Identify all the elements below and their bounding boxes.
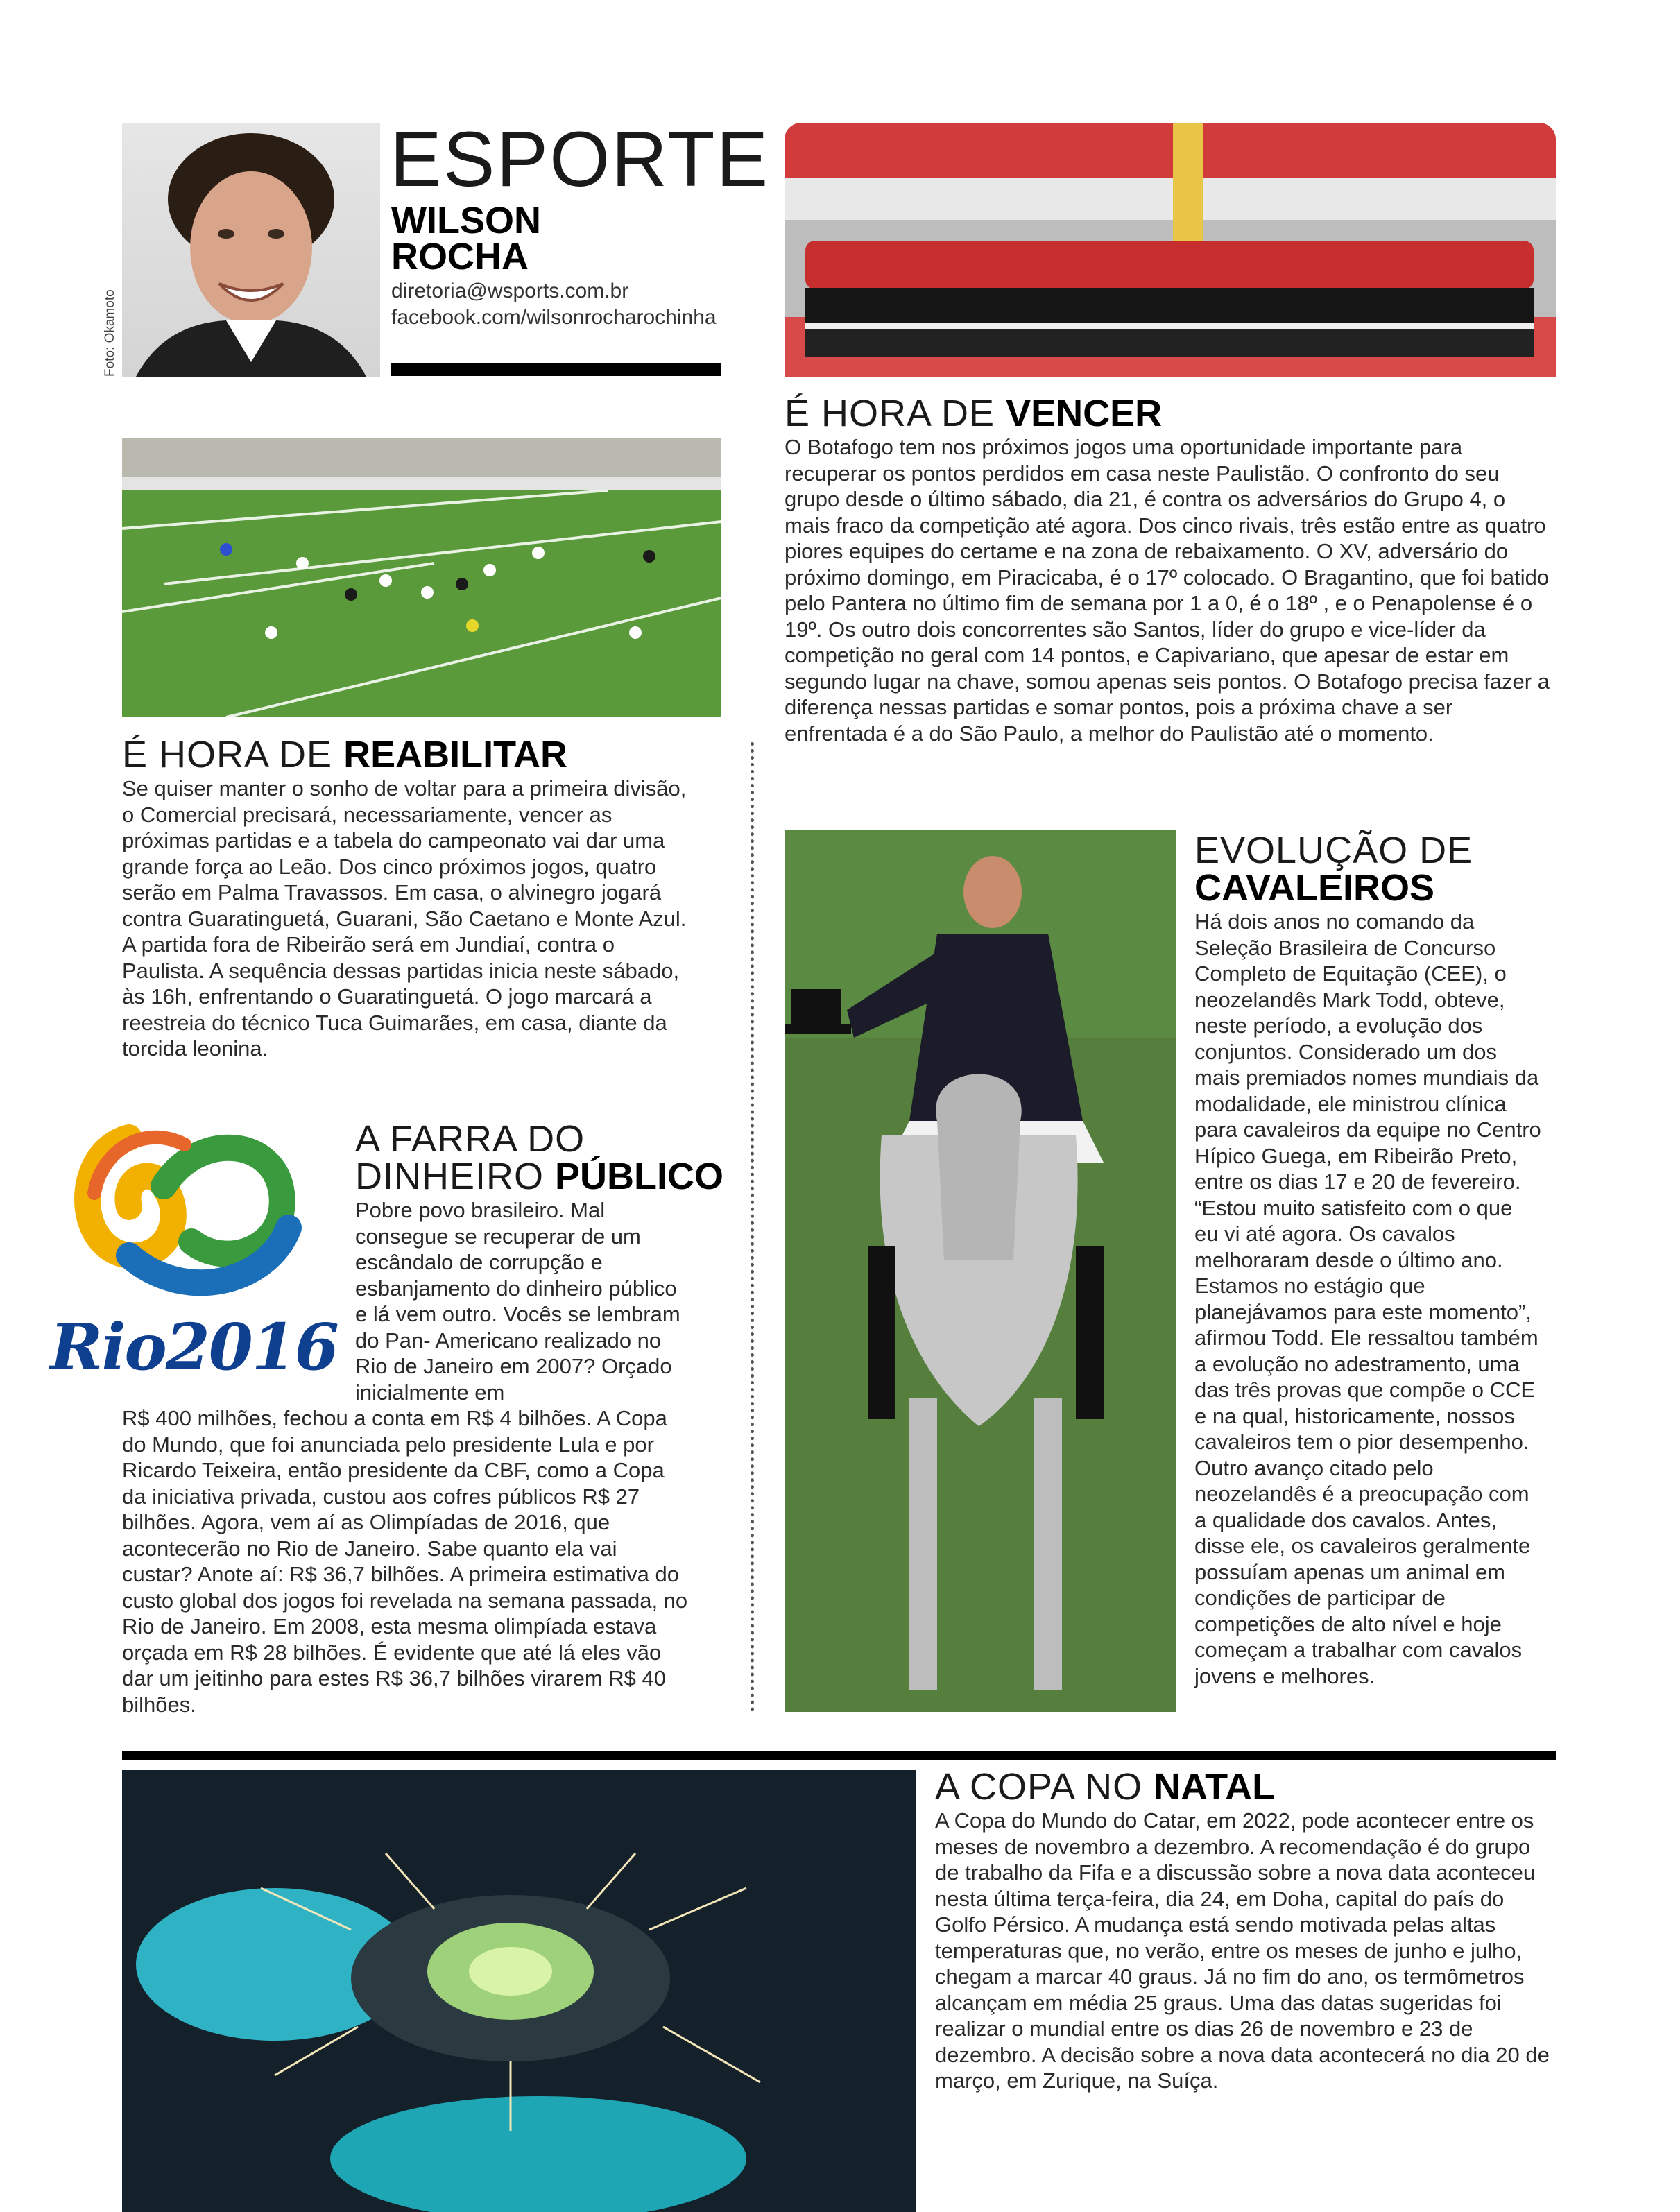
- bottom-section-rule: [122, 1751, 1556, 1760]
- story-cavaleiros-body: Há dois anos no comando da Seleção Brasileira de Concurso Completo de Equitação (CEE), o neozelandês Mark Todd, obteve, neste período, a evolução dos conjuntos. Considerado um dos mais premiados nomes mundiais da modalidade, ele ministrou clínica para cavaleiros da equipe no Centro Hípico Guega, em Ribeirão Preto, entre os dias 17 e 20 de fevereiro. “Estou muito satisfeito com o que eu vi até agora. Os cavalos melhoraram desde o último ano. Estamos no estágio que planejávamos para este momento”, afirmou Todd. Ele ressaltou também a evolução no adestramento, uma das três provas que compõe o CCE e na qual, historicamente, nossos cavaleiros tem o pior desempenho. Outro avanço citado pelo neozelandês é a preocupação com a qualidade dos cavalos. Antes, disse ele, os cavaleiros geralmente possuíam apenas um animal em condições de participar de competições de alto nível e hoje começam a trabalhar com cavalos jovens e melhores.: [1194, 909, 1541, 1688]
- headline-farra-line2: [355, 1156, 723, 1197]
- headline-natal-bold: NATAL: [1154, 1766, 1276, 1808]
- match-photo: [122, 438, 721, 717]
- headline-reabilitar-bold: REABILITAR: [343, 734, 568, 775]
- team-photo: [785, 123, 1556, 377]
- author-name-line2: ROCHA: [391, 236, 529, 277]
- author-facebook[interactable]: facebook.com/wilsonrocharochinha: [391, 306, 717, 329]
- story-reabilitar-body: Se quiser manter o sonho de voltar para a primeira divisão, o Comercial precisará, necessariamente, vencer as próximas partidas e a tabela do campeonato vai dar uma grande força ao Leão. Dos cinco próximos jogos, quatro serão em Palma Travassos. Em casa, o alvinegro jogará contra Guaratinguetá, Guarani, São Caetano e Monte Azul. A partida fora de Ribeirão será em Jundiaí, contra o Paulista. A sequência dessas partidas inicia neste sábado, às 16h, enfrentando o Guaratinguetá. O jogo marcará a reestreia do técnico Tuca Guimarães, em casa, diante da torcida leonina.: [122, 776, 687, 1061]
- rio2016-wordmark: Rio2016: [50, 1310, 338, 1384]
- rio2016-logo: [46, 1110, 338, 1401]
- headline-reabilitar-light: É HORA DE: [122, 734, 344, 775]
- headline-farra-bold: PÚBLICO: [555, 1156, 724, 1197]
- author-name-line1: WILSON: [391, 200, 541, 241]
- stadium-render-photo: [122, 1770, 916, 2212]
- headline-natal: [935, 1766, 1275, 1808]
- rider-photo: [785, 830, 1176, 1712]
- headline-reabilitar: [122, 734, 567, 775]
- headline-cavaleiros-line1: EVOLUÇÃO DE: [1194, 830, 1473, 871]
- headline-vencer-bold: VENCER: [1006, 393, 1163, 434]
- header-rule: [391, 363, 721, 376]
- headline-vencer: [785, 393, 1162, 434]
- headline-vencer-light: É HORA DE: [785, 393, 1006, 434]
- headline-farra-light: DINHEIRO: [355, 1156, 556, 1197]
- headline-natal-light: A COPA NO: [935, 1766, 1154, 1808]
- photo-credit: Foto: Okamoto: [103, 289, 117, 377]
- headline-farra-line1: A FARRA DO: [355, 1118, 585, 1160]
- headline-cavaleiros-line2: CAVALEIROS: [1194, 867, 1435, 909]
- story-farra-body-narrow: Pobre povo brasileiro. Mal consegue se recuperar de um escândalo de corrupção e esbanjamento do dinheiro público e lá vem outro. Vocês se lembram do Pan- Americano realizado no Rio de Janeiro em 2007? Orçado inicialmente em: [355, 1198, 680, 1405]
- author-email[interactable]: diretoria@wsports.com.br: [391, 280, 629, 302]
- column-divider: [751, 742, 754, 1712]
- author-photo: [122, 123, 380, 377]
- story-vencer-body: O Botafogo tem nos próximos jogos uma oportunidade importante para recuperar os pontos perdidos em casa neste Paulistão. O confronto do seu grupo desde o último sábado, dia 21, é contra os adversários do Grupo 4, o mais fraco da competição até agora. Dos cinco rivais, três estão entre as quatro piores equipes do certame e na zona de rebaixamento. O XV, adversário do próximo domingo, em Piracicaba, é o 17º colocado. O Bragantino, que foi batido pelo Pantera no último fim de semana por 1 a 0, é o 18º , e o Penapolense é o 19º. Os outro dois concorrentes são Santos, líder do grupo e vice-líder da competição no geral com 14 pontos, e Capivariano, que apesar de estar em segundo lugar na chave, somou apenas seis pontos. O Botafogo precisa fazer a diferença nessas partidas e somar pontos, pois a próxima chave a ser enfrentada é a do São Paulo, a melhor do Paulistão até o momento.: [785, 435, 1550, 746]
- section-title: ESPORTE: [390, 116, 770, 203]
- story-farra-body-wide: R$ 400 milhões, fechou a conta em R$ 4 bilhões. A Copa do Mundo, que foi anunciada pelo presidente Lula e por Ricardo Teixeira, então presidente da CBF, como a Copa da iniciativa privada, custou aos cofres públicos R$ 27 bilhões. Agora, vem aí as Olimpíadas de 2016, que acontecerão no Rio de Janeiro. Sabe quanto ela vai custar? Anote aí: R$ 36,7 bilhões. A primeira estimativa do custo global dos jogos foi revelada na semana passada, no Rio de Janeiro. Em 2008, esta mesma olimpíada estava orçada em R$ 28 bilhões. É evidente que até lá eles vão dar um jeitinho para estes R$ 36,7 bilhões virarem R$ 40 bilhões.: [122, 1406, 688, 1717]
- story-natal-body: A Copa do Mundo do Catar, em 2022, pode acontecer entre os meses de novembro a dezembro. A recomendação é do grupo de trabalho da Fifa e a discussão sobre a nova data aconteceu nesta última terça-feira, dia 24, em Doha, capital do país do Golfo Pérsico. A mudança está sendo motivada pelas altas temperaturas que, no verão, entre os meses de junho e julho, chegam a marcar 40 graus. Já no fim do ano, os termômetros alcançam em média 25 graus. Uma das datas sugeridas foi realizar o mundial entre os dias 26 de novembro e 23 de dezembro. A decisão sobre a nova data acontecerá no dia 20 de março, em Zurique, na Suíça.: [935, 1808, 1550, 2093]
